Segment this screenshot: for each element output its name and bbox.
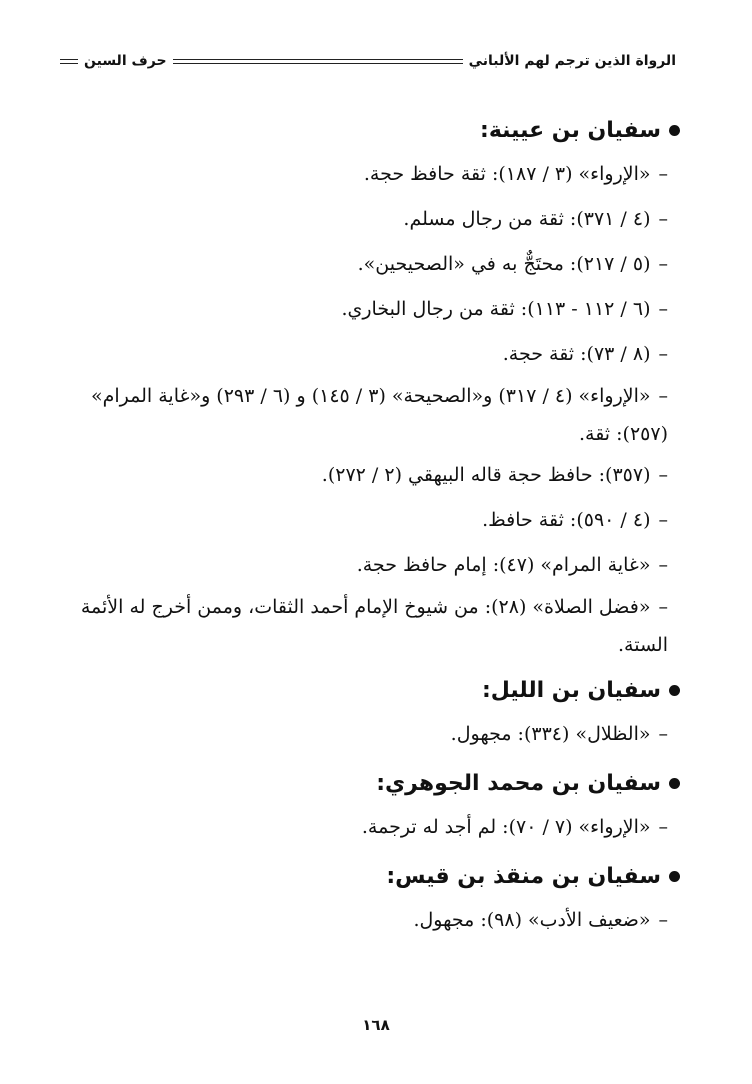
- dash-icon: –: [658, 509, 668, 531]
- citation-text: «الإرواء» (٤ / ٣١٧) و«الصحيحة» (٣ / ١٤٥) و (٦ / ٢٩٣) و«غاية المرام» (٢٥٧): ثقة.: [91, 385, 668, 445]
- citation-text: «الظلال» (٣٣٤): مجهول.: [450, 723, 651, 745]
- citation-text: «ضعيف الأدب» (٩٨): مجهول.: [413, 909, 651, 931]
- citation-text: (٥ / ٢١٧): محتَجٌّ به في «الصحيحين».: [357, 253, 651, 275]
- citation-line: [60, 152, 680, 197]
- citation-line: [60, 498, 680, 543]
- bullet-icon: [669, 125, 680, 136]
- citation-text: (٣٥٧): حافظ حجة قاله البيهقي (٢ / ٢٧٢).: [321, 464, 651, 486]
- narrator-name: سفيان بن الليل:: [481, 677, 661, 703]
- citation-line: [60, 543, 680, 588]
- citation-text: «الإرواء» (٣ / ١٨٧): ثقة حافظ حجة.: [363, 163, 651, 185]
- narrator-heading: [60, 668, 680, 712]
- citation-line: [60, 332, 680, 377]
- dash-icon: –: [658, 816, 668, 838]
- dash-icon: –: [658, 464, 668, 486]
- citation-text: (٤ / ٣٧١): ثقة من رجال مسلم.: [403, 208, 651, 230]
- narrator-heading: [60, 761, 680, 805]
- citation-text: «الإرواء» (٧ / ٧٠): لم أجد له ترجمة.: [361, 816, 651, 838]
- bullet-icon: [669, 778, 680, 789]
- citation-text: (٤ / ٥٩٠): ثقة حافظ.: [482, 509, 651, 531]
- dash-icon: –: [658, 163, 668, 185]
- citation-line: [60, 377, 680, 453]
- citation-line: [60, 805, 680, 850]
- citation-line: [60, 453, 680, 498]
- citation-text: «غاية المرام» (٤٧): إمام حافظ حجة.: [356, 554, 651, 576]
- citation-text: «فضل الصلاة» (٢٨): من شيوخ الإمام أحمد الثقات، وممن أخرج له الأئمة الستة.: [80, 596, 668, 656]
- bullet-icon: [669, 871, 680, 882]
- citation-line: [60, 197, 680, 242]
- dash-icon: –: [658, 554, 668, 576]
- dash-icon: –: [658, 253, 668, 275]
- narrator-heading: [60, 854, 680, 898]
- narrator-heading: [60, 108, 680, 152]
- citation-line: [60, 712, 680, 757]
- narrator-name: سفيان بن عيينة:: [480, 117, 661, 143]
- narrator-name: سفيان بن محمد الجوهري:: [376, 770, 661, 796]
- dash-icon: –: [658, 298, 668, 320]
- dash-icon: –: [658, 723, 668, 745]
- chapter-title: حرف السين: [84, 53, 167, 69]
- dash-icon: –: [658, 909, 668, 931]
- citation-text: (٦ / ١١٢ - ١١٣): ثقة من رجال البخاري.: [341, 298, 651, 320]
- running-header: [60, 44, 676, 78]
- book-title: الرواة الذين ترجم لهم الألباني: [468, 53, 676, 69]
- dash-icon: –: [658, 596, 668, 618]
- dash-icon: –: [658, 385, 668, 407]
- bullet-icon: [669, 685, 680, 696]
- citation-line: [60, 898, 680, 943]
- header-rule: [173, 59, 463, 64]
- citation-text: (٨ / ٧٣): ثقة حجة.: [502, 343, 651, 365]
- dash-icon: –: [658, 208, 668, 230]
- narrator-name: سفيان بن منقذ بن قيس:: [386, 863, 661, 889]
- dash-icon: –: [658, 343, 668, 365]
- header-rule-end: [60, 59, 78, 64]
- citation-line: [60, 242, 680, 287]
- citation-line: [60, 287, 680, 332]
- page-number: ١٦٨: [362, 1016, 390, 1034]
- page-content: [60, 104, 680, 943]
- citation-line: [60, 588, 680, 664]
